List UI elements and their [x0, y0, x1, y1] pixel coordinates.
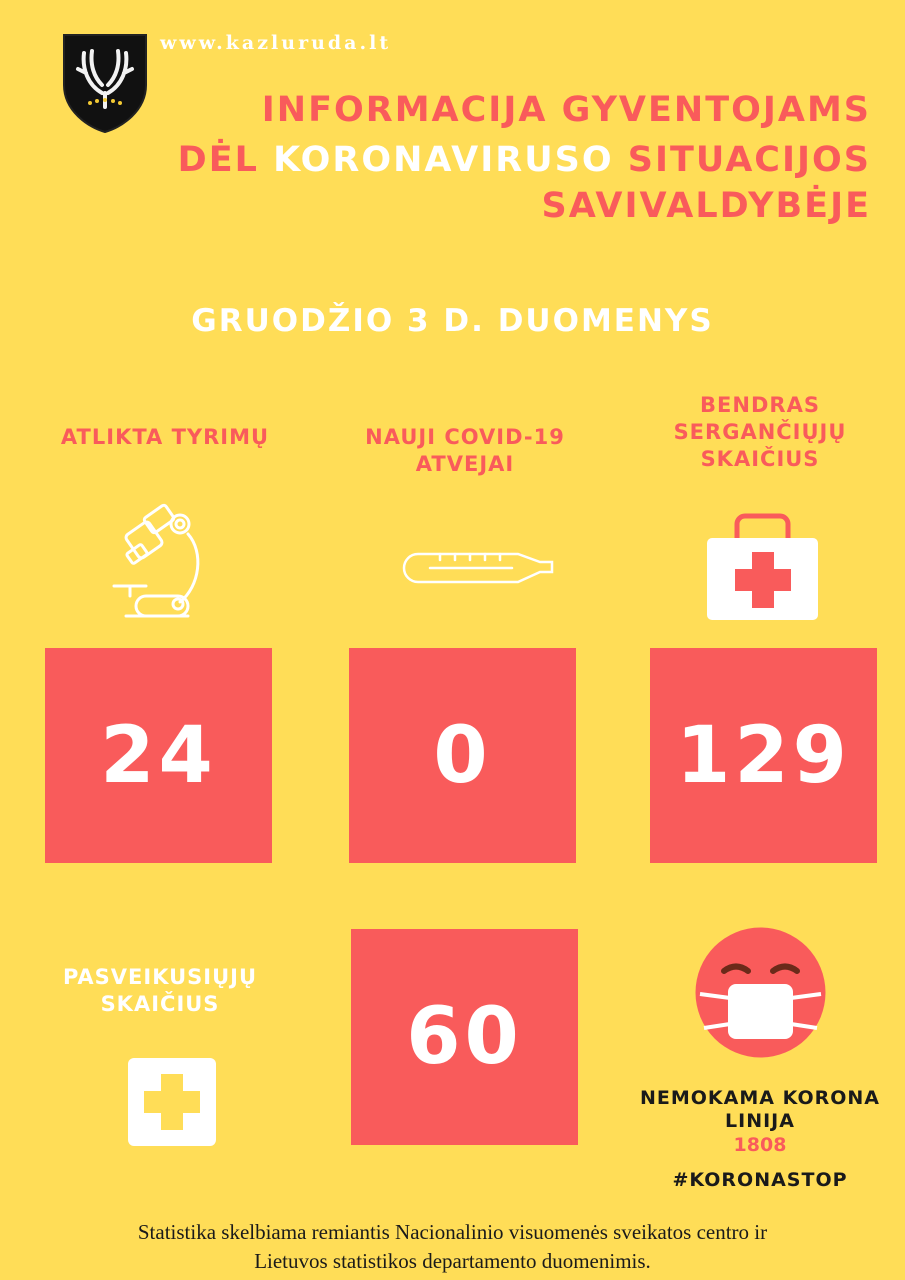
recovered-label	[30, 964, 290, 1018]
hotline-text-line-2: LINIJA	[725, 1110, 795, 1132]
microscope-icon	[108, 500, 210, 622]
footer-line-1: Statistika skelbiama remiantis Nacionalinio visuomenės sveikatos centro ir	[137, 1220, 768, 1244]
total-sick-label	[630, 392, 890, 473]
new-cases-label-line-2: ATVEJAI	[415, 452, 515, 476]
tests-value-box	[45, 648, 272, 863]
footer-line-2: Lietuvos statistikos departamento duomenimis.	[254, 1249, 651, 1273]
first-aid-kit-icon	[705, 510, 820, 622]
recovered-value: 60	[406, 992, 523, 1082]
hotline-number[interactable]: 1808	[733, 1134, 787, 1156]
new-cases-value: 0	[433, 710, 492, 801]
new-cases-value-box	[349, 648, 576, 863]
footer-source-note	[0, 1218, 905, 1276]
recovered-label-line-2: SKAIČIUS	[100, 992, 220, 1016]
title-word-koronaviruso: KORONAVIRUSO	[273, 140, 614, 180]
hotline-text-line-1: NEMOKAMA KORONA	[639, 1087, 880, 1109]
title-word-del: DĖL	[177, 140, 274, 180]
title-line-3: SAVIVALDYBĖJE	[541, 186, 871, 226]
website-link[interactable]: www.kazluruda.lt	[160, 32, 392, 54]
date-heading: GRUODŽIO 3 D. DUOMENYS	[191, 303, 714, 339]
new-cases-label	[325, 424, 605, 478]
new-cases-label-line-1: NAUJI COVID-19	[365, 425, 565, 449]
thermometer-icon	[400, 548, 558, 588]
title-line-2	[178, 140, 871, 180]
total-sick-label-line-1: BENDRAS	[700, 393, 820, 417]
medical-cross-icon	[128, 1058, 216, 1146]
total-sick-value-box	[650, 648, 877, 863]
hashtag[interactable]: #KORONASTOP	[672, 1169, 848, 1191]
total-sick-label-line-3: SKAIČIUS	[700, 447, 820, 471]
total-sick-value: 129	[676, 710, 851, 801]
recovered-value-box	[351, 929, 578, 1145]
recovered-label-line-1: PASVEIKUSIŲJŲ	[62, 965, 258, 989]
face-mask-emoji-icon	[694, 926, 827, 1059]
total-sick-label-line-2: SERGANČIŲJŲ	[673, 420, 847, 444]
tests-value: 24	[100, 710, 217, 801]
municipal-crest-icon	[62, 33, 148, 133]
title-line-1: INFORMACIJA GYVENTOJAMS	[261, 90, 871, 130]
title-word-situacijos: SITUACIJOS	[613, 140, 871, 180]
tests-label: ATLIKTA TYRIMŲ	[60, 425, 270, 449]
